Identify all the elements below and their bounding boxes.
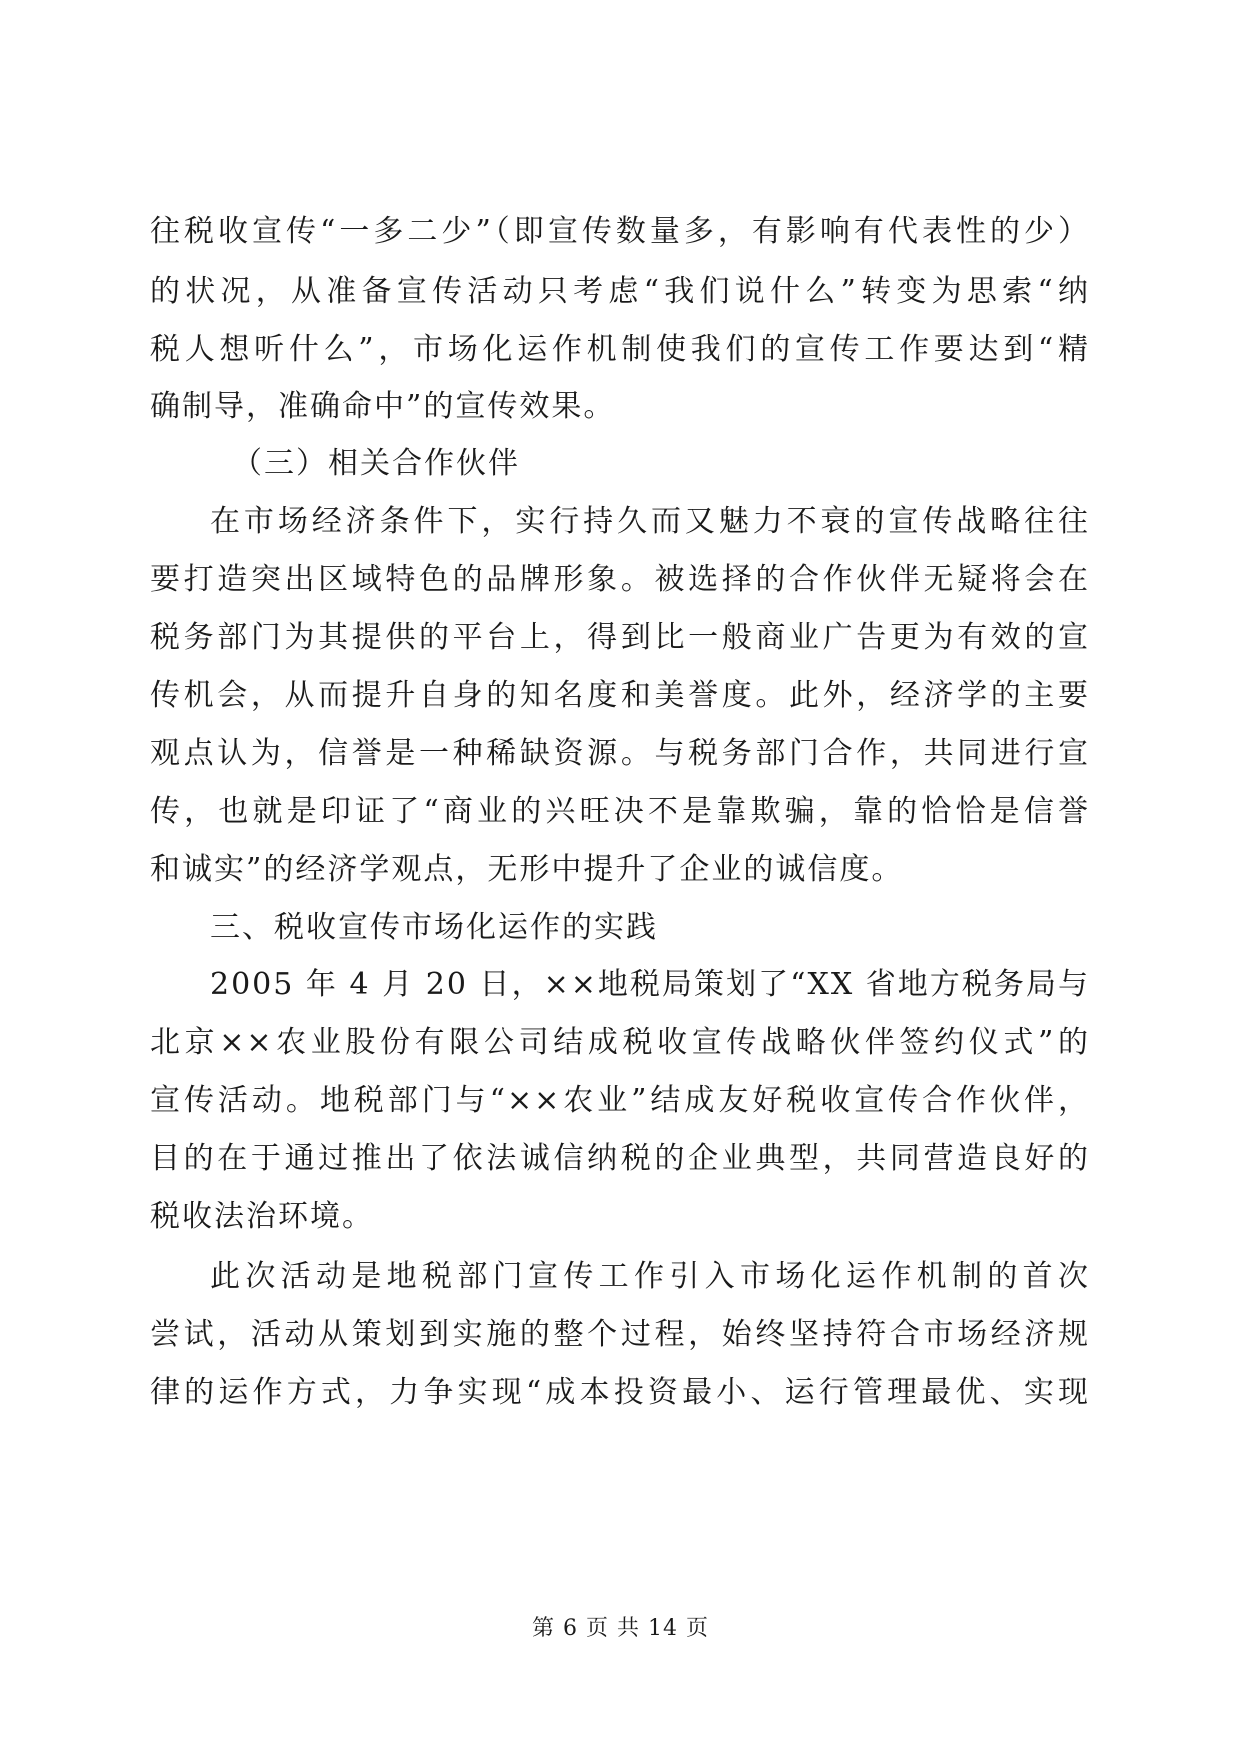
page-number-footer: 第 6 页 共 14 页 — [532, 1616, 709, 1641]
body-line: 要打造突出区域特色的品牌形象。被选择的合作伙伴无疑将会在 — [150, 562, 1090, 597]
body-line: 律的运作方式，力争实现“成本投资最小、运行管理最优、实现 — [150, 1375, 1090, 1410]
body-line: 北京××农业股份有限公司结成税收宣传战略伙伴签约仪式”的 — [150, 1025, 1090, 1060]
body-line: 税收法治环境。 — [150, 1199, 374, 1234]
body-line: 传机会，从而提升自身的知名度和美誉度。此外，经济学的主要 — [150, 678, 1090, 713]
body-line: 观点认为，信誉是一种稀缺资源。与税务部门合作，共同进行宣 — [150, 736, 1090, 771]
body-line: 税务部门为其提供的平台上，得到比一般商业广告更为有效的宣 — [150, 620, 1090, 655]
body-line: 确制导，准确命中”的宣传效果。 — [150, 389, 616, 424]
body-line: 宣传活动。地税部门与“××农业”结成友好税收宣传合作伙伴， — [150, 1083, 1090, 1118]
body-line: 尝试，活动从策划到实施的整个过程，始终坚持符合市场经济规 — [150, 1317, 1090, 1352]
body-line: 目的在于通过推出了依法诚信纳税的企业典型，共同营造良好的 — [150, 1141, 1090, 1176]
body-line: 和诚实”的经济学观点，无形中提升了企业的诚信度。 — [150, 852, 904, 887]
body-line: 的状况，从准备宣传活动只考虑“我们说什么”转变为思索“纳 — [150, 274, 1090, 309]
body-line: 税人想听什么”，市场化运作机制使我们的宣传工作要达到“精 — [150, 332, 1090, 367]
body-line: 此次活动是地税部门宣传工作引入市场化运作机制的首次 — [210, 1259, 1090, 1294]
body-line: 在市场经济条件下，实行持久而又魅力不衰的宣传战略往往 — [210, 504, 1090, 539]
body-line: 传，也就是印证了“商业的兴旺决不是靠欺骗，靠的恰恰是信誉 — [150, 794, 1090, 829]
section-heading: （三）相关合作伙伴 — [232, 446, 520, 481]
section-heading: 三、税收宣传市场化运作的实践 — [210, 910, 658, 945]
body-line: 往税收宣传“一多二少”（即宣传数量多，有影响有代表性的少） — [150, 214, 1090, 249]
body-line: 2005 年 4 月 20 日，××地税局策划了“XX 省地方税务局与 — [210, 967, 1090, 1002]
